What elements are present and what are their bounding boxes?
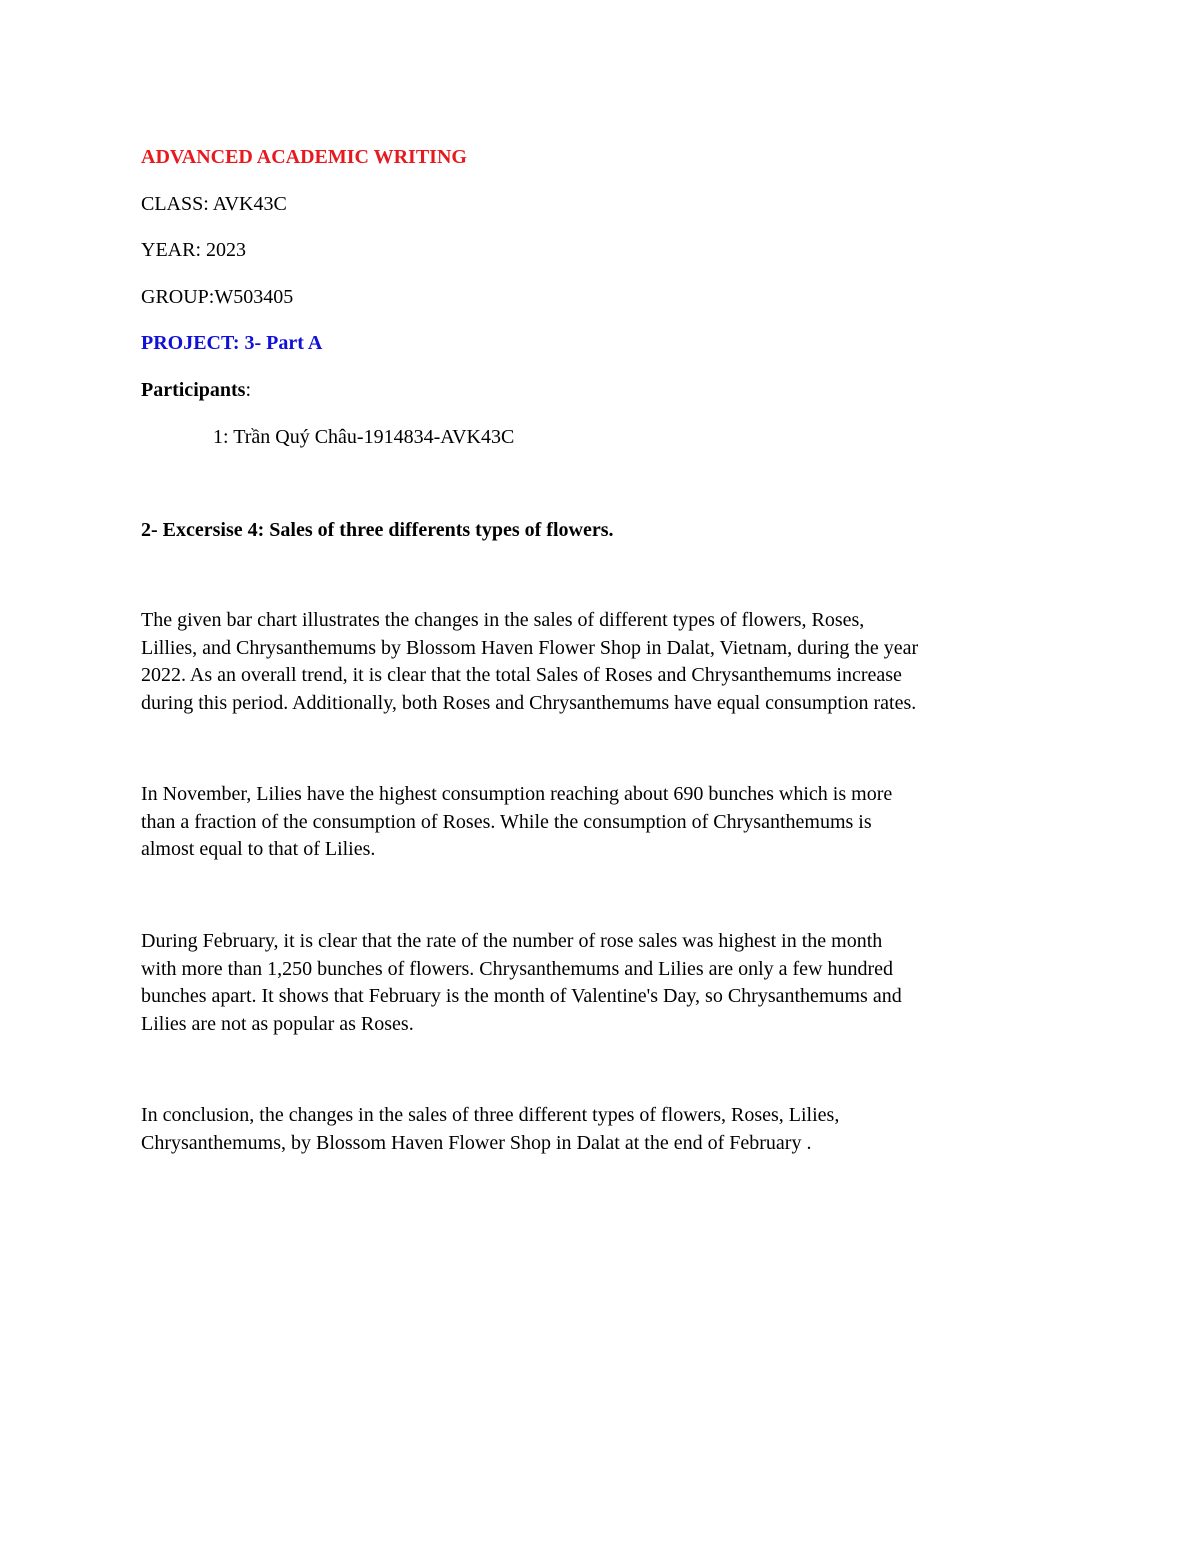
paragraph-line: with more than 1,250 bunches of flowers. Chrysanthemums and Lilies are only a few hundred	[141, 957, 894, 980]
paragraph-line: 2022. As an overall trend, it is clear that the total Sales of Roses and Chrysanthemums increase	[141, 664, 902, 686]
group-line: GROUP:W503405	[141, 286, 294, 308]
participants-colon: :	[245, 379, 251, 401]
class-line: CLASS: AVK43C	[141, 193, 287, 215]
exercise-heading: 2- Excersise 4: Sales of three differents types of flowers.	[141, 519, 614, 541]
paragraph-line: During February, it is clear that the rate of the number of rose sales was highest in the month	[141, 930, 883, 952]
paragraph-line: during this period. Additionally, both Roses and Chrysanthemums have equal consumption rates.	[141, 691, 917, 714]
paragraph-line: almost equal to that of Lilies.	[141, 838, 376, 860]
paragraph-conclusion	[141, 1102, 1071, 1157]
paragraph-line: In November, Lilies have the highest consumption reaching about 690 bunches which is more	[141, 783, 893, 805]
paragraph-november	[141, 781, 1071, 864]
project-line: PROJECT: 3- Part A	[141, 332, 323, 354]
paragraph-line: In conclusion, the changes in the sales of three different types of flowers, Roses, Lilies,	[141, 1104, 840, 1126]
participants-heading	[141, 378, 251, 402]
paragraph-line: bunches apart. It shows that February is the month of Valentine's Day, so Chrysanthemums and	[141, 985, 902, 1007]
paragraph-line: than a fraction of the consumption of Roses. While the consumption of Chrysanthemums is	[141, 810, 872, 833]
paragraph-line: Chrysanthemums, by Blossom Haven Flower Shop in Dalat at the end of February .	[141, 1131, 812, 1154]
paragraph-line: Lillies, and Chrysanthemums by Blossom Haven Flower Shop in Dalat, Vietnam, during the year	[141, 636, 919, 659]
paragraph-line: Lilies are not as popular as Roses.	[141, 1012, 414, 1035]
paragraph-february	[141, 928, 1071, 1038]
paragraph-line: The given bar chart illustrates the changes in the sales of different types of flowers, Roses,	[141, 609, 865, 631]
participants-label: Participants	[141, 379, 246, 401]
year-line: YEAR: 2023	[141, 239, 246, 261]
course-title: ADVANCED ACADEMIC WRITING	[141, 146, 467, 168]
participant-item: 1: Trần Quý Châu-1914834-AVK43C	[213, 426, 515, 448]
paragraph-overview	[141, 607, 1071, 717]
